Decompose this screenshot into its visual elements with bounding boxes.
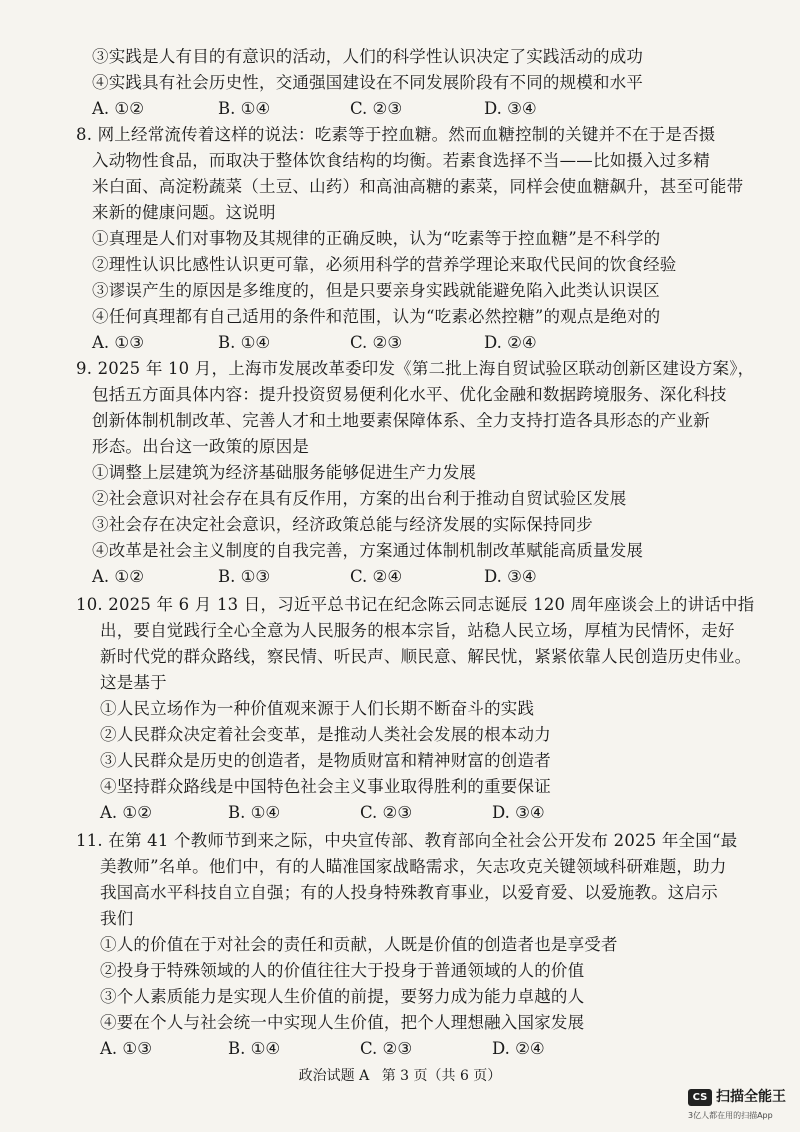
q8-option-c: C. ②③ [350,333,403,352]
q11-option-b: B. ①④ [228,1039,281,1058]
q8-stem-line-1: 8. 网上经常流传着这样的说法：吃素等于控血糖。然而血糖控制的关键并不在于是否摄 [76,125,716,144]
q11-stem-line-3: 我国高水平科技自立自强；有的人投身特殊教育事业，以爱育爱、以爱施教。这启示 [100,883,718,902]
q8-option-d: D. ②④ [484,333,537,352]
q10-option-c: C. ②③ [360,803,413,822]
q8-stem-line-4: 来新的健康问题。这说明 [92,203,276,222]
q9-statement-1: ①调整上层建筑为经济基础服务能够促进生产力发展 [92,463,477,482]
q8-stem-line-3: 米白面、高淀粉蔬菜（土豆、山药）和高油高糖的素菜，同样会使血糖飙升，甚至可能带 [92,177,744,196]
q9-option-a: A. ①② [92,567,144,586]
q10-stem-line-1: 10. 2025 年 6 月 13 日，习近平总书记在纪念陈云同志诞辰 120 周年座谈会上的讲话中指 [76,595,755,614]
q10-stem-line-2: 出，要自觉践行全心全意为人民服务的根本宗旨，站稳人民立场，厚植为民情怀，走好 [100,621,735,640]
q7-option-d: D. ③④ [484,99,537,118]
q7-option-c: C. ②③ [350,99,403,118]
q11-stem-line-2: 美教师”名单。他们中，有的人瞄准国家战略需求，矢志攻克关键领域科研难题，助力 [100,857,727,876]
q10-option-b: B. ①④ [228,803,281,822]
q10-stem-line-3: 新时代党的群众路线，察民情、听民声、顺民意、解民忧，紧紧依靠人民创造历史伟业。 [100,647,752,666]
footer-subject: 政治试题 A [298,1068,370,1084]
q7-option-b: B. ①④ [218,99,271,118]
q10-statement-2: ②人民群众决定着社会变革，是推动人类社会发展的根本动力 [100,725,551,744]
q8-statement-1: ①真理是人们对事物及其规律的正确反映，认为“吃素等于控血糖”是不科学的 [92,229,661,248]
camscanner-logo-icon: CS [688,1089,712,1106]
q11-option-a: A. ①③ [100,1039,152,1058]
q9-stem-line-4: 形态。出台这一政策的原因是 [92,437,310,456]
q10-stem-line-4: 这是基于 [100,673,167,692]
q9-option-b: B. ①③ [218,567,271,586]
q9-option-d: D. ③④ [484,567,537,586]
page-footer [0,1066,800,1086]
q10-statement-3: ③人民群众是历史的创造者，是物质财富和精神财富的创造者 [100,751,551,770]
q11-stem-line-1: 11. 在第 41 个教师节到来之际，中央宣传部、教育部向全社会公开发布 2025 年全国“最 [76,831,738,850]
q8-stem-line-2: 入动物性食品，而取决于整体饮食结构的均衡。若素食选择不当——比如摄入过多精 [92,151,710,170]
q9-statement-2: ②社会意识对社会存在具有反作用，方案的出台利于推动自贸试验区发展 [92,489,627,508]
q11-statement-1: ①人的价值在于对社会的责任和贡献，人既是价值的创造者也是享受者 [100,935,618,954]
q10-option-a: A. ①② [100,803,152,822]
q7-statement-4: ④实践具有社会历史性，交通强国建设在不同发展阶段有不同的规模和水平 [92,73,644,92]
q9-stem-line-3: 创新体制机制改革、完善人才和土地要素保障体系、全力支持打造各具形态的产业新 [92,411,710,430]
camscanner-tagline: 3亿人都在用的扫描App [688,1111,773,1120]
q8-statement-3: ③谬误产生的原因是多维度的，但是只要亲身实践就能避免陷入此类认识误区 [92,281,660,300]
q10-statement-4: ④坚持群众路线是中国特色社会主义事业取得胜利的重要保证 [100,777,551,796]
q7-option-a: A. ①② [92,99,144,118]
q11-statement-4: ④要在个人与社会统一中实现人生价值，把个人理想融入国家发展 [100,1013,585,1032]
q9-option-c: C. ②④ [350,567,403,586]
q11-statement-2: ②投身于特殊领域的人的价值往往大于投身于普通领域的人的价值 [100,961,585,980]
q8-statement-2: ②理性认识比感性认识更可靠，必须用科学的营养学理论来取代民间的饮食经验 [92,255,677,274]
q9-statement-4: ④改革是社会主义制度的自我完善，方案通过体制机制改革赋能高质量发展 [92,541,644,560]
footer-page-number: 第 3 页（共 6 页） [381,1068,502,1084]
q8-option-a: A. ①③ [92,333,144,352]
q8-statement-4: ④任何真理都有自己适用的条件和范围，认为“吃素必然控糖”的观点是绝对的 [92,307,661,326]
q9-stem-line-2: 包括五方面具体内容：提升投资贸易便利化水平、优化金融和数据跨境服务、深化科技 [92,385,727,404]
q7-statement-3: ③实践是人有目的有意识的活动，人们的科学性认识决定了实践活动的成功 [92,47,644,66]
q10-statement-1: ①人民立场作为一种价值观来源于人们长期不断奋斗的实践 [100,699,535,718]
q11-option-d: D. ②④ [492,1039,545,1058]
q10-option-d: D. ③④ [492,803,545,822]
q9-statement-3: ③社会存在决定社会意识，经济政策总能与经济发展的实际保持同步 [92,515,593,534]
q9-stem-line-1: 9. 2025 年 10 月，上海市发展改革委印发《第二批上海自贸试验区联动创新区建设方案》， [76,359,755,378]
camscanner-brand-name: 扫描全能王 [716,1089,786,1105]
q11-statement-3: ③个人素质能力是实现人生价值的前提，要努力成为能力卓越的人 [100,987,585,1006]
q11-option-c: C. ②③ [360,1039,413,1058]
q11-stem-line-4: 我们 [100,909,134,928]
q8-option-b: B. ①④ [218,333,271,352]
